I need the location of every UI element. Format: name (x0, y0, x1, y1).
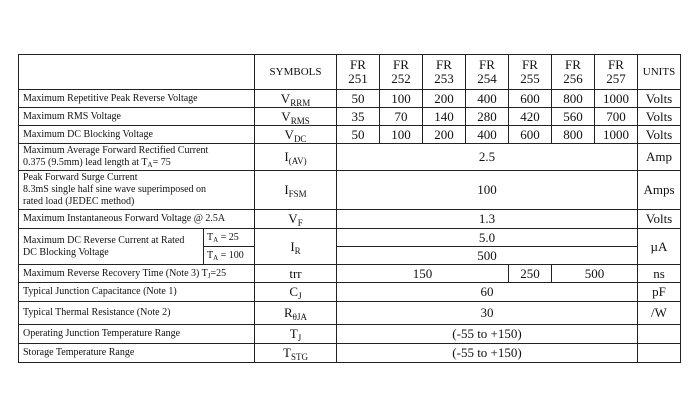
value-cell: 5.0 (337, 229, 638, 247)
param-text: Maximum Reverse Recovery Time (Note 3) T (23, 267, 208, 279)
symbol-cell (255, 126, 337, 144)
value-cell: 700 (595, 108, 638, 126)
param-label: Operating Junction Temperature Range (19, 325, 255, 344)
symbol-cell (255, 108, 337, 126)
unit-cell: ns (638, 265, 681, 283)
symbol-sub: DC (293, 133, 307, 144)
symbols-header: SYMBOLS (255, 55, 337, 90)
value-cell: 35 (337, 108, 380, 126)
param-line: 8.3mS single half sine wave superimposed on (23, 184, 207, 195)
value-cell: 30 (337, 302, 638, 325)
symbol-main: V (280, 90, 291, 106)
part-prefix: FR (608, 57, 624, 72)
row-vrrm (19, 90, 681, 108)
value-cell: 150 (337, 265, 509, 283)
param-label (19, 229, 204, 265)
symbol-cell (255, 344, 337, 363)
symbol-sub: RRM (290, 97, 311, 108)
value-cell: 560 (552, 108, 595, 126)
symbol-main: V (284, 126, 294, 142)
value-cell: 50 (337, 90, 380, 108)
param-label: Typical Junction Capacitance (Note 1) (19, 283, 255, 302)
cond-text: = 25 (218, 231, 239, 243)
value-cell: (-55 to +150) (337, 325, 638, 344)
part-number: 256 (563, 71, 583, 86)
part-number: 251 (348, 71, 368, 86)
part-number: 252 (391, 71, 411, 86)
row-trr (19, 265, 681, 283)
part-header-fr251 (337, 55, 380, 90)
part-header-fr253 (423, 55, 466, 90)
row-vf (19, 210, 681, 229)
value-cell: 140 (423, 108, 466, 126)
symbol-sub: θJA (292, 312, 307, 322)
unit-cell: Volts (638, 126, 681, 144)
symbol-sub: RMS (290, 115, 310, 126)
part-prefix: FR (522, 57, 538, 72)
value-cell: 1000 (595, 126, 638, 144)
value-cell: 400 (466, 126, 509, 144)
condition-cell (204, 247, 255, 265)
value-cell: 200 (423, 90, 466, 108)
symbol-cell (255, 325, 337, 344)
param-label: Maximum DC Blocking Voltage (19, 126, 255, 144)
value-cell: 800 (552, 126, 595, 144)
unit-cell: Amp (638, 144, 681, 171)
param-label: Typical Thermal Resistance (Note 2) (19, 302, 255, 325)
value-cell: 420 (509, 108, 552, 126)
part-prefix: FR (479, 57, 495, 72)
param-label (19, 171, 255, 210)
param-line: Maximum DC Reverse Current at Rated (23, 234, 185, 246)
header-row (19, 55, 681, 90)
symbol-sub: F (297, 218, 303, 228)
param-line (23, 157, 254, 169)
unit-cell: µA (638, 229, 681, 265)
param-label: Storage Temperature Range (19, 344, 255, 363)
cond-text: T (207, 231, 214, 243)
param-line: Peak Forward Surge Current (23, 172, 138, 183)
row-cj (19, 283, 681, 302)
value-cell: 800 (552, 90, 595, 108)
part-number: 257 (606, 71, 626, 86)
symbol-sub: STG (290, 352, 308, 362)
symbol-main: C (289, 284, 299, 299)
symbol-main: T (289, 326, 298, 341)
value-cell: 1000 (595, 90, 638, 108)
header-blank (19, 55, 255, 90)
row-iav (19, 144, 681, 171)
symbol-cell (255, 302, 337, 325)
part-header-fr256 (552, 55, 595, 90)
param-label (19, 265, 255, 283)
param-text: = 75 (152, 157, 171, 168)
symbol-sub: (AV) (288, 156, 307, 166)
value-cell: 280 (466, 108, 509, 126)
part-number: 253 (434, 71, 454, 86)
param-sub: A (147, 161, 153, 169)
symbol-main: I (284, 182, 289, 197)
value-cell: 250 (509, 265, 552, 283)
value-cell: 500 (337, 247, 638, 265)
symbol-main: R (284, 305, 293, 320)
param-label: Maximum RMS Voltage (19, 108, 255, 126)
row-tj (19, 325, 681, 344)
condition-cell (204, 229, 255, 247)
symbol-sub: J (298, 291, 302, 301)
part-header-fr252 (380, 55, 423, 90)
symbol-sub: FSM (288, 189, 307, 199)
part-header-fr254 (466, 55, 509, 90)
param-label: Maximum Instantaneous Forward Voltage @ 2.5A (19, 210, 255, 229)
unit-cell: pF (638, 283, 681, 302)
part-prefix: FR (393, 57, 409, 72)
symbol-cell (255, 90, 337, 108)
part-number: 254 (477, 71, 497, 86)
part-prefix: FR (436, 57, 452, 72)
value-cell: 2.5 (337, 144, 638, 171)
units-header: UNITS (638, 55, 681, 90)
value-cell: (-55 to +150) (337, 344, 638, 363)
symbol-cell (255, 210, 337, 229)
part-number: 255 (520, 71, 540, 86)
cond-text: T (207, 249, 214, 261)
part-prefix: FR (565, 57, 581, 72)
symbol-main: I (284, 149, 289, 164)
unit-cell: Volts (638, 90, 681, 108)
symbol-cell (255, 144, 337, 171)
symbol-sub: R (294, 245, 301, 256)
param-line: Maximum Average Forward Rectified Current (23, 145, 209, 156)
row-vrms (19, 108, 681, 126)
unit-cell (638, 325, 681, 344)
value-cell: 500 (552, 265, 638, 283)
value-cell: 70 (380, 108, 423, 126)
symbol-cell (255, 171, 337, 210)
symbol-cell (255, 229, 337, 265)
part-header-fr257 (595, 55, 638, 90)
row-ir-25 (19, 229, 681, 247)
row-thermal (19, 302, 681, 325)
value-cell: 100 (380, 126, 423, 144)
symbol-main: V (281, 108, 291, 124)
symbol-main: T (283, 345, 291, 360)
value-cell: 200 (423, 126, 466, 144)
unit-cell: Volts (638, 108, 681, 126)
row-tstg (19, 344, 681, 363)
row-ifsm (19, 171, 681, 210)
value-cell: 100 (380, 90, 423, 108)
value-cell: 400 (466, 90, 509, 108)
row-vdc (19, 126, 681, 144)
symbol-sub: J (297, 333, 302, 343)
ratings-table (18, 54, 681, 363)
cond-sub: A (213, 235, 219, 244)
cond-sub: A (213, 253, 219, 262)
part-prefix: FR (350, 57, 366, 72)
value-cell: 600 (509, 126, 552, 144)
param-text: =25 (210, 267, 227, 279)
param-label: Maximum Repetitive Peak Reverse Voltage (19, 90, 255, 108)
param-text: 0.375 (9.5mm) lead length at T (23, 157, 148, 168)
param-line: rated load (JEDEC method) (23, 196, 135, 207)
cond-text: = 100 (218, 249, 244, 261)
param-label (19, 144, 255, 171)
value-cell: 50 (337, 126, 380, 144)
value-cell: 60 (337, 283, 638, 302)
param-sub: J (207, 271, 211, 280)
unit-cell: Amps (638, 171, 681, 210)
symbol-cell: trr (255, 265, 337, 283)
symbol-main: V (288, 211, 298, 226)
symbol-cell (255, 283, 337, 302)
value-cell: 100 (337, 171, 638, 210)
unit-cell (638, 344, 681, 363)
value-cell: 600 (509, 90, 552, 108)
unit-cell: /W (638, 302, 681, 325)
unit-cell: Volts (638, 210, 681, 229)
symbol-main: I (290, 238, 295, 254)
part-header-fr255 (509, 55, 552, 90)
value-cell: 1.3 (337, 210, 638, 229)
param-line: DC Blocking Voltage (23, 246, 109, 258)
